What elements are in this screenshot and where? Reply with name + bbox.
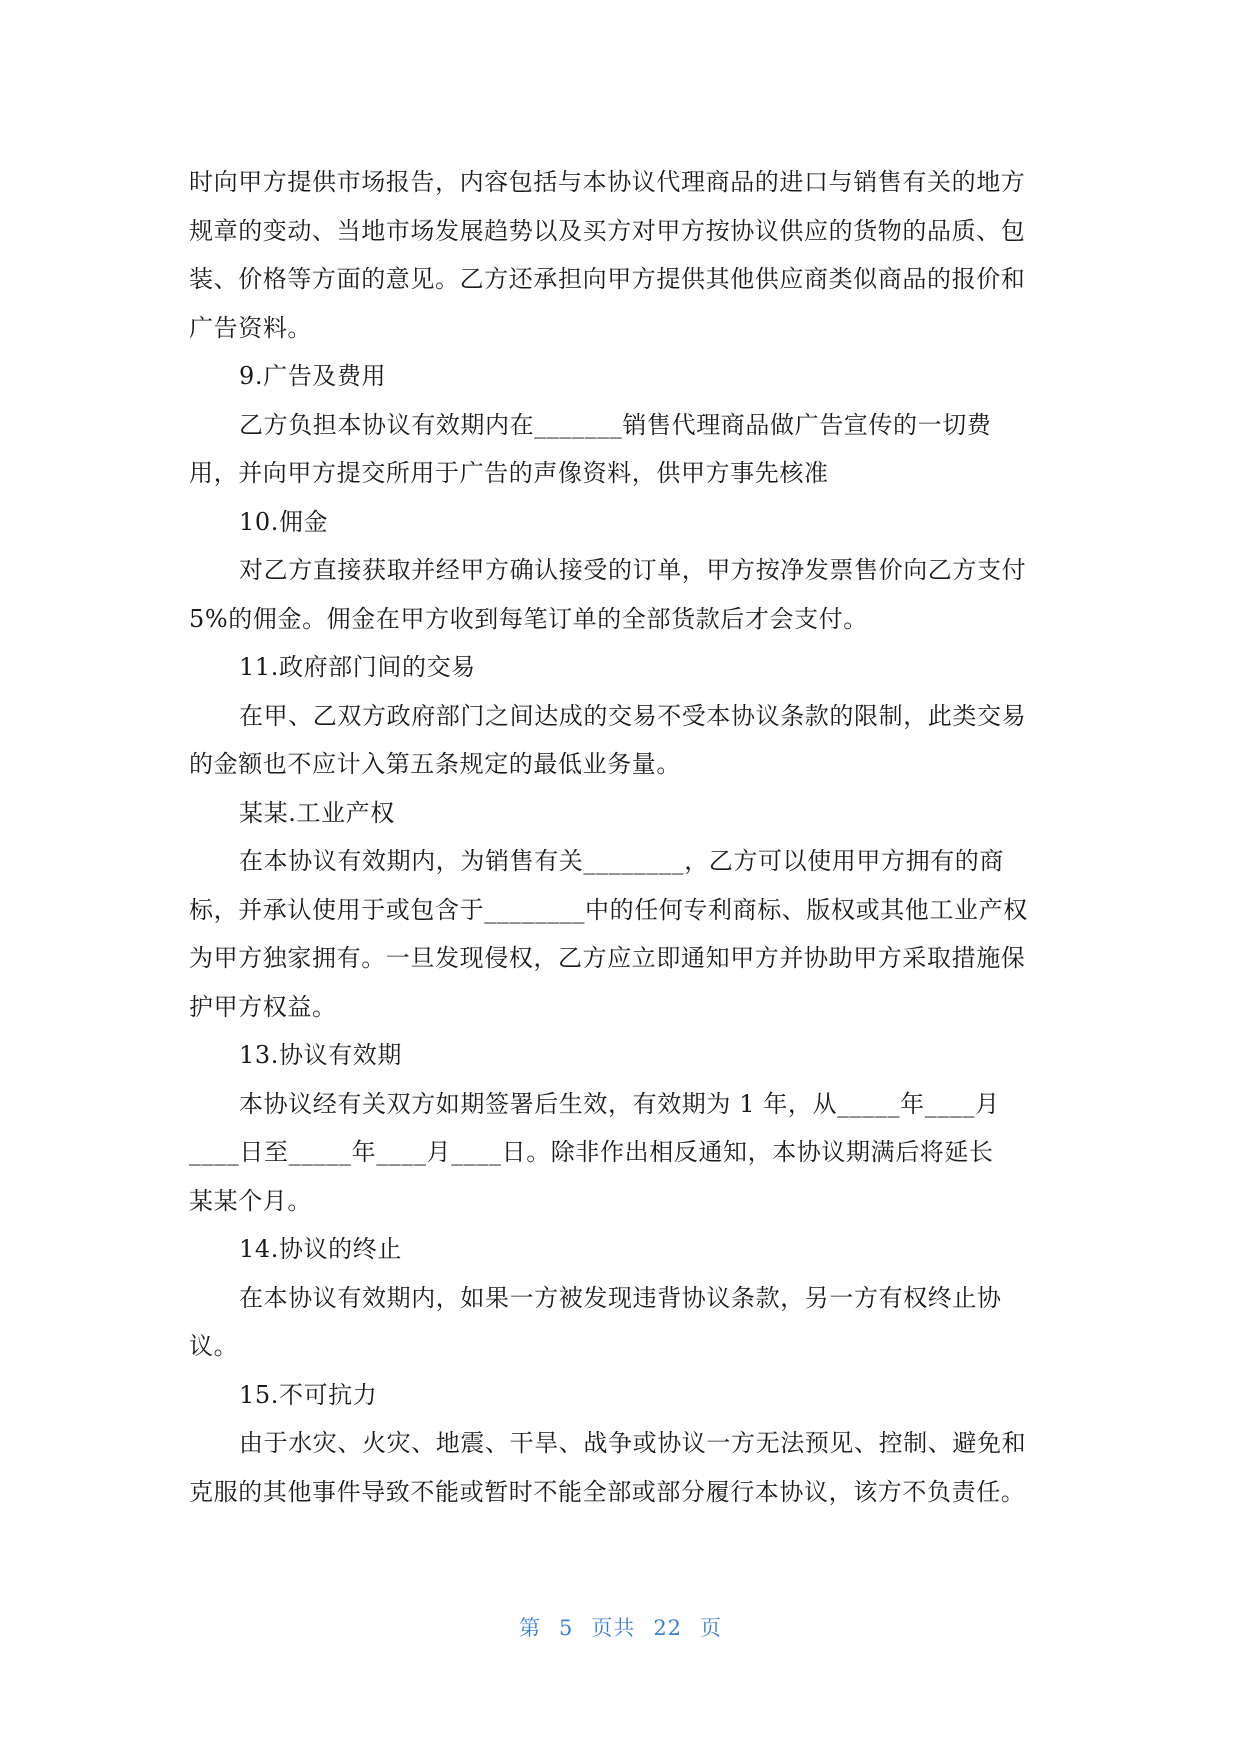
text-line: 装、价格等方面的意见。乙方还承担向甲方提供其他供应商类似商品的报价和 [189, 265, 1026, 293]
text-line: ____日至_____年____月____日。除非作出相反通知，本协议期满后将延长 [189, 1138, 994, 1166]
footer-suffix: 页 [700, 1616, 723, 1640]
section-heading: 某某.工业产权 [239, 798, 395, 827]
text-line: 在本协议有效期内，如果一方被发现违背协议条款，另一方有权终止协 [239, 1283, 1002, 1312]
footer-prefix: 第 [518, 1616, 541, 1640]
section-heading: 9.广告及费用 [239, 362, 387, 390]
footer-middle: 页共 [591, 1616, 636, 1640]
text-line: 规章的变动、当地市场发展趋势以及买方对甲方按协议供应的货物的品质、包 [189, 216, 1026, 245]
text-line: 5%的佣金。佣金在甲方收到每笔订单的全部货款后才会支付。 [189, 604, 868, 633]
text-line: 护甲方权益。 [189, 992, 337, 1021]
text-line: 某某个月。 [189, 1186, 312, 1215]
document-body [189, 158, 1061, 1516]
section-heading: 10.佣金 [239, 507, 329, 536]
text-line: 克服的其他事件导致不能或暂时不能全部或部分履行本协议，该方不负责任。 [189, 1477, 1026, 1506]
text-line: 的金额也不应计入第五条规定的最低业务量。 [189, 750, 681, 778]
text-line: 乙方负担本协议有效期内在_______销售代理商品做广告宣传的一切费 [239, 410, 992, 439]
text-line: 在本协议有效期内，为销售有关________，乙方可以使用甲方拥有的商 [239, 847, 1004, 875]
section-heading: 11.政府部门间的交易 [239, 653, 476, 681]
text-line: 标，并承认使用于或包含于________中的任何专利商标、版权或其他工业产权 [189, 895, 1028, 924]
text-line: 对乙方直接获取并经甲方确认接受的订单，甲方按净发票售价向乙方支付 [239, 556, 1027, 584]
total-page-count: 22 [653, 1616, 683, 1640]
text-line: 在甲、乙双方政府部门之间达成的交易不受本协议条款的限制，此类交易 [239, 701, 1027, 730]
text-line: 由于水灾、火灾、地震、干旱、战争或协议一方无法预见、控制、避免和 [239, 1429, 1027, 1457]
text-line: 本协议经有关双方如期签署后生效，有效期为 1 年，从_____年____月 [239, 1089, 1000, 1118]
section-heading: 13.协议有效期 [239, 1041, 402, 1069]
page-footer [0, 1612, 1241, 1642]
section-heading: 14.协议的终止 [239, 1235, 402, 1263]
section-heading: 15.不可抗力 [239, 1380, 378, 1409]
text-line: 广告资料。 [189, 313, 312, 342]
current-page-number: 5 [558, 1616, 574, 1640]
text-line: 议。 [189, 1332, 239, 1360]
text-line: 为甲方独家拥有。一旦发现侵权，乙方应立即通知甲方并协助甲方采取措施保 [189, 944, 1026, 972]
text-line: 用，并向甲方提交所用于广告的声像资料，供甲方事先核准 [189, 459, 829, 487]
text-line: 时向甲方提供市场报告，内容包括与本协议代理商品的进口与销售有关的地方 [189, 168, 1026, 196]
